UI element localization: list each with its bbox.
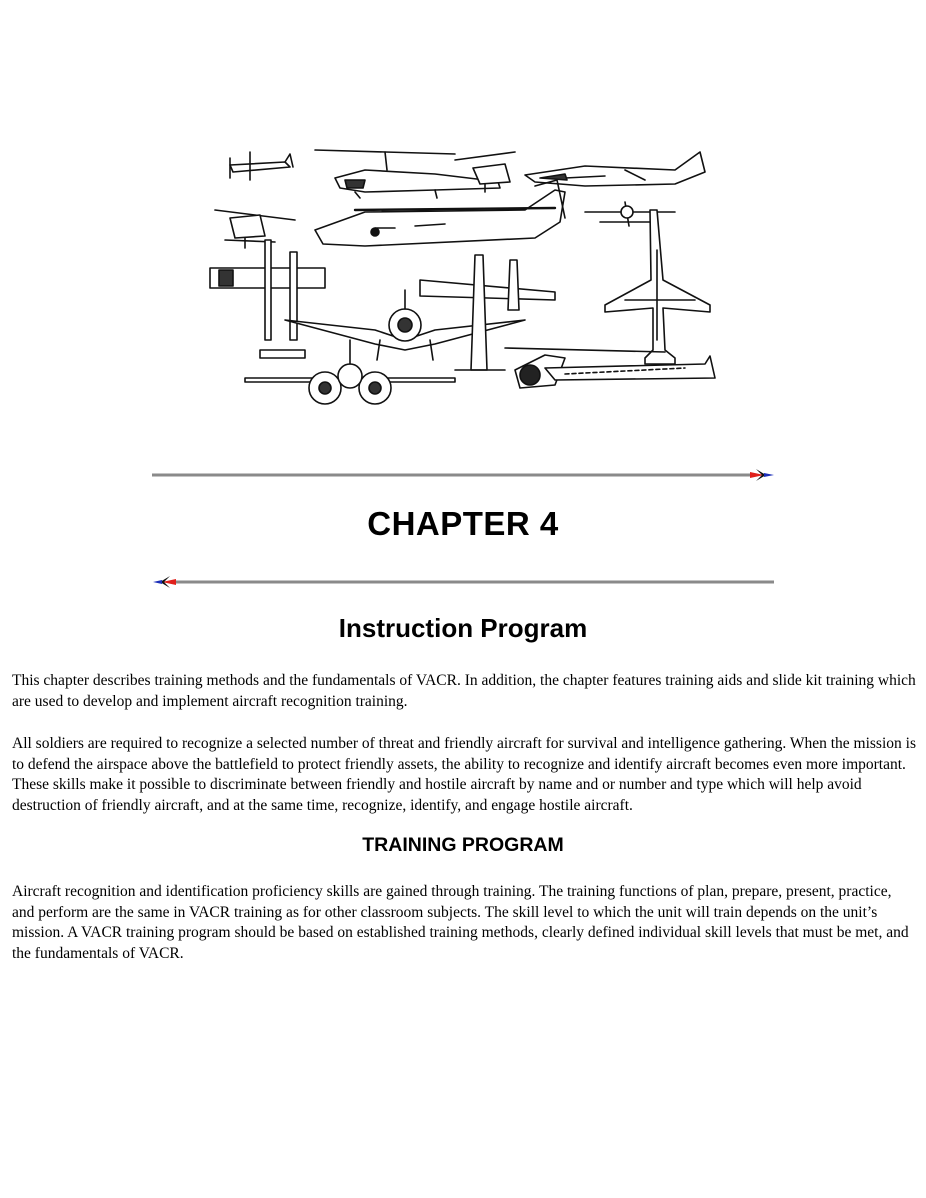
intro-paragraph: This chapter describes training methods and the fundamentals of VACR. In addition, the chapter features training aids and slide kit training which are used to develop and implement aircraft recognition training. bbox=[12, 672, 916, 710]
delta-wing-fighter-icon bbox=[605, 210, 710, 364]
section-body-paragraph: Aircraft recognition and identification proficiency skills are gained through training. The training functions of plan, prepare, present, practice, and perform are the same in VACR training as for other classroom subjects. The skill level to which the unit will train depends on the unit’s mission. A VACR training program should be based on established training methods, clearly defined individual skill levels that must be met, and the fundamentals of VACR. bbox=[12, 883, 909, 962]
twin-engine-prop-icon bbox=[420, 255, 555, 370]
observation-helicopter-icon bbox=[505, 348, 715, 388]
jet-ornament-right-icon bbox=[750, 469, 774, 481]
top-divider-rule bbox=[152, 468, 776, 482]
jet-ornament-left-icon bbox=[153, 576, 176, 588]
jet-front-icon bbox=[585, 202, 675, 226]
fighter-front-view-icon bbox=[285, 290, 525, 360]
twin-boom-aircraft-icon bbox=[210, 240, 325, 358]
small-prop-plane-icon bbox=[230, 152, 293, 180]
bottom-divider-rule bbox=[152, 575, 776, 589]
requirement-paragraph: All soldiers are required to recognize a selected number of threat and friendly aircraft for survival and intelligence gathering. When the mission is to defend the airspace above the battlefield to protect friendly assets, the ability to recognize and identify aircraft becomes even more important. These skills make it possible to discriminate between friendly and hostile aircraft by name and or number and type which will help avoid destruction of friendly aircraft, and at the same time, recognize, identify, and engage hostile aircraft. bbox=[12, 735, 916, 814]
light-helicopter-icon bbox=[215, 210, 295, 248]
section-heading: TRAINING PROGRAM bbox=[362, 834, 564, 856]
page-title: Instruction Program bbox=[338, 613, 588, 643]
aircraft-collage-illustration bbox=[205, 140, 735, 415]
chapter-label: CHAPTER 4 bbox=[367, 505, 559, 542]
